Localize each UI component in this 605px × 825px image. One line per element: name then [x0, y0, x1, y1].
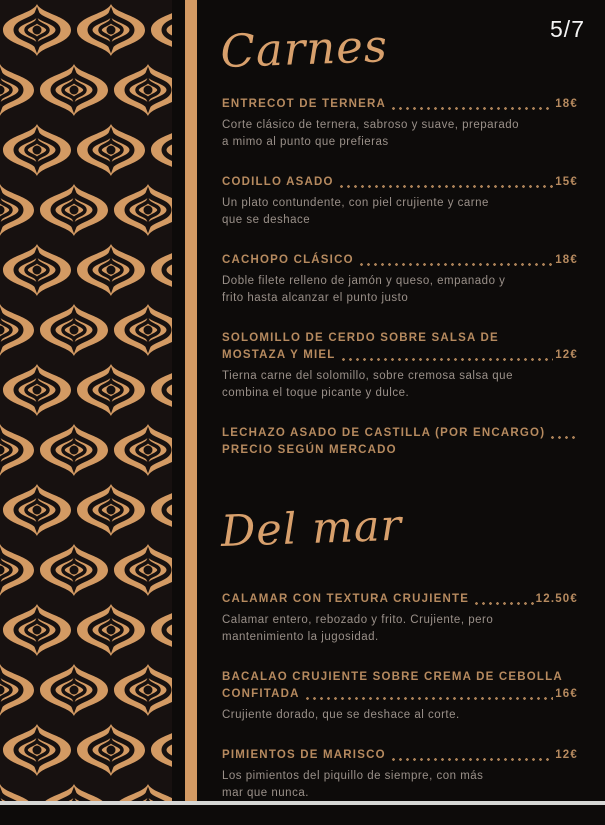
- bottom-edge-strip: [0, 801, 605, 805]
- description-line: Tierna carne del solomillo, sobre cremosa salsa que: [222, 370, 513, 382]
- description-line: Crujiente dorado, que se deshace al corte.: [222, 709, 460, 721]
- dot-leader: [390, 107, 553, 110]
- item-description: [222, 195, 578, 229]
- item-price: 12€: [555, 349, 578, 361]
- item-name: LECHAZO ASADO DE CASTILLA (POR ENCARGO): [222, 427, 546, 439]
- dot-leader: [473, 602, 534, 605]
- item-name: PIMIENTOS DE MARISCO: [222, 749, 386, 761]
- description-line: Calamar entero, rebozado y frito. Crujiente, pero: [222, 614, 494, 626]
- menu-item-entrecot: [222, 96, 578, 151]
- menu-item-solomillo: [222, 330, 578, 402]
- page-indicator: 5/7: [550, 16, 585, 42]
- menu-item-lechazo: [222, 425, 578, 459]
- menu-content: [219, 0, 578, 825]
- description-line: mantenimiento la jugosidad.: [222, 631, 379, 643]
- menu-item-pimientos: [222, 747, 578, 802]
- item-price: 15€: [555, 176, 578, 188]
- menu-item-codillo: [222, 174, 578, 229]
- menu-item-cachopo: [222, 252, 578, 307]
- item-description: [222, 612, 578, 646]
- dot-leader: [549, 436, 576, 439]
- dot-leader: [338, 185, 554, 188]
- item-description: [222, 768, 578, 802]
- dot-leader: [340, 358, 554, 361]
- description-line: a mimo al punto que prefieras: [222, 136, 389, 148]
- item-name-line1: SOLOMILLO DE CERDO SOBRE SALSA DE: [222, 332, 499, 344]
- description-line: que se deshace: [222, 214, 311, 226]
- item-name-line2: PRECIO SEGÚN MERCADO: [222, 444, 397, 456]
- ornamental-pattern-band: [0, 0, 172, 805]
- item-price: 12.50€: [535, 593, 578, 605]
- description-line: mar que nunca.: [222, 787, 309, 799]
- item-name: ENTRECOT DE TERNERA: [222, 98, 387, 110]
- menu-item-bacalao: [222, 669, 578, 724]
- ornamental-side-stripe: [185, 0, 197, 805]
- description-line: Corte clásico de ternera, sabroso y suave, preparado: [222, 119, 520, 131]
- ogee-pattern-svg: [0, 0, 172, 805]
- item-name: CACHOPO CLÁSICO: [222, 254, 354, 266]
- item-name-line1: BACALAO CRUJIENTE SOBRE CREMA DE CEBOLLA: [222, 671, 563, 683]
- section-heading-del-mar: Del mar: [219, 500, 403, 558]
- item-description: [222, 707, 578, 724]
- description-line: Un plato contundente, con piel crujiente y carne: [222, 197, 489, 209]
- description-line: Doble filete relleno de jamón y queso, empanado y: [222, 275, 506, 287]
- item-name: MOSTAZA Y MIEL: [222, 349, 336, 361]
- item-price: 16€: [555, 688, 578, 700]
- dot-leader: [390, 758, 553, 761]
- item-price: 12€: [555, 749, 578, 761]
- item-name: CALAMAR CON TEXTURA CRUJIENTE: [222, 593, 470, 605]
- section-heading-carnes: Carnes: [219, 19, 389, 79]
- description-line: Los pimientos del piquillo de siempre, con más: [222, 770, 484, 782]
- item-description: [222, 117, 578, 151]
- menu-item-calamar: [222, 591, 578, 646]
- dot-leader: [358, 263, 553, 266]
- description-line: combina el toque picante y dulce.: [222, 387, 410, 399]
- description-line: frito hasta alcanzar el punto justo: [222, 292, 409, 304]
- item-price: 18€: [555, 98, 578, 110]
- item-name: CONFITADA: [222, 688, 300, 700]
- item-name: CODILLO ASADO: [222, 176, 334, 188]
- item-description: [222, 273, 578, 307]
- dot-leader: [304, 697, 554, 700]
- item-price: 18€: [555, 254, 578, 266]
- item-description: [222, 368, 578, 402]
